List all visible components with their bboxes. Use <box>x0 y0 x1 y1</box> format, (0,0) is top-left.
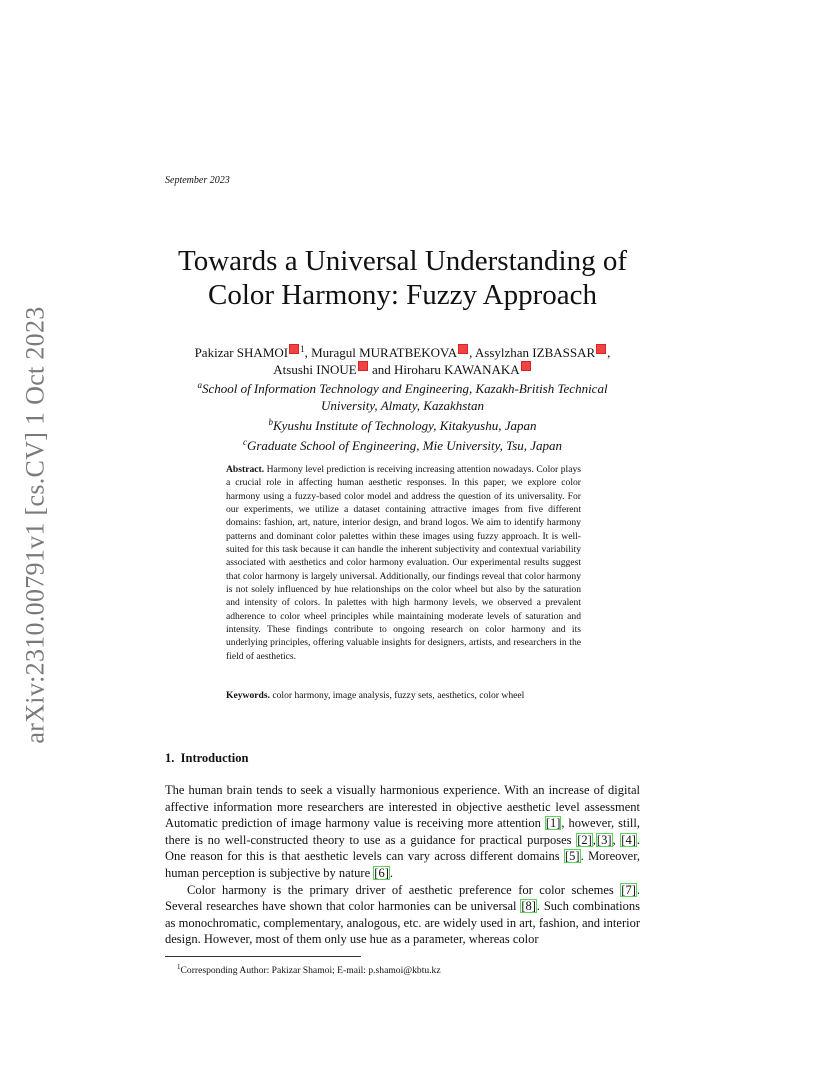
paragraph-text: . Moreover, human perception is subjective by nature <box>165 849 640 880</box>
affiliation-text: School of Information Technology and Engineering, Kazakh-British Technical <box>201 381 608 396</box>
affiliation-line <box>165 397 640 414</box>
arxiv-identifier-text: arXiv:2310.00791v1 [cs.CV] 1 Oct 2023 <box>21 306 50 744</box>
citation-link[interactable]: [7] <box>621 882 636 897</box>
author-name: Atsushi INOUE <box>273 362 357 377</box>
section-number: 1. <box>165 751 175 765</box>
affiliation-marker: a <box>197 380 202 390</box>
affiliation-list <box>165 377 640 454</box>
body-text <box>165 782 640 948</box>
orcid-icon[interactable] <box>596 344 606 354</box>
paragraph-text: , <box>592 832 596 847</box>
author-name: , Muragul MURATBEKOVA <box>304 345 458 360</box>
paragraph-text: , however, still, there is no well-constructed theory to use as a guidance for practical purposes <box>165 816 640 847</box>
footnote-divider <box>165 956 361 957</box>
footnote <box>177 961 441 977</box>
keywords <box>226 689 581 702</box>
section-title: Introduction <box>180 751 249 765</box>
paragraph-text: . <box>389 865 393 880</box>
keywords-text: color harmony, image analysis, fuzzy sets, aesthetics, color wheel <box>272 690 525 701</box>
affiliation-text: University, Almaty, Kazakhstan <box>321 398 484 413</box>
paragraph-text: . Several researches have shown that color harmonies can be universal <box>165 882 640 914</box>
orcid-icon[interactable] <box>458 344 468 354</box>
abstract <box>226 463 581 663</box>
paragraph <box>165 882 640 948</box>
citation-link[interactable]: [3] <box>596 832 612 847</box>
paragraph-text: Color harmony is the primary driver of aesthetic preference for color schemes <box>187 882 621 897</box>
footnote-marker: 1 <box>300 344 305 354</box>
paragraph <box>165 782 640 882</box>
citation-link[interactable]: [1] <box>545 816 561 831</box>
affiliation-marker: b <box>268 417 273 427</box>
arxiv-identifier-stamp <box>14 290 58 760</box>
publication-date: September 2023 <box>165 175 230 186</box>
paragraph-text: The human brain tends to seek a visually harmonious experience. With an increase of digital affective information more researchers are interested in objective aesthetic level assessment Automatic prediction of image harmony value is receiving more attention <box>165 783 640 831</box>
citation-link[interactable]: [2] <box>577 832 592 847</box>
affiliation-text: Kyushu Institute of Technology, Kitakyushu, Japan <box>273 418 537 433</box>
citation-link[interactable]: [5] <box>564 849 580 864</box>
citation-link[interactable]: [6] <box>374 865 389 880</box>
footnote-text: Corresponding Author: Pakizar Shamoi; E-mail: p.shamoi@kbtu.kz <box>180 965 441 976</box>
affiliation-marker: c <box>242 437 247 447</box>
affiliation-line <box>165 434 640 454</box>
abstract-label: Abstract. <box>226 464 265 475</box>
orcid-icon[interactable] <box>358 361 368 371</box>
orcid-icon[interactable] <box>521 361 531 371</box>
paragraph-text: . One reason for this is that aesthetic levels can vary across different domains <box>165 832 640 864</box>
paragraph-text: . Such combinations as monochromatic, complementary, analogous, etc. are widely used in art, fashion, and interior design. However, most of them only use hue as a parameter, whereas color <box>165 899 640 947</box>
author-name: and Hiroharu KAWANAKA <box>368 362 520 377</box>
author-separator: , <box>607 345 611 360</box>
abstract-text: Harmony level prediction is receiving increasing attention nowadays. Color plays a crucial role in affecting human aesthetic responses. In this paper, we explore color harmony using a fuzzy-based color model and address the question of its universality. For our experiments, we utilize a dataset containing attractive images from five different domains: fashion, art, nature, interior design, and brand logos. We aim to identify harmony patterns and dominant color palettes within these images using fuzzy approach. It is well-suited for this task because it can handle the inherent subjectivity and contextual variability associated with aesthetics and color harmony evaluation. Our experimental results suggest that color harmony is largely universal. Additionally, our findings reveal that color harmony is not solely influenced by hue relationships on the color wheel but also by the saturation and intensity of colors. In palettes with high harmony levels, we observed a prevalent adherence to color wheel principles while maintaining moderate levels of saturation and intensity. These findings contribute to ongoing research on color harmony and its underlying principles, offering valuable insights for designers, artists, and researchers in the field of aesthetics. <box>226 464 581 662</box>
citation-link[interactable]: [8] <box>521 899 536 914</box>
section-heading <box>165 751 248 766</box>
affiliation-text: Graduate School of Engineering, Mie University, Tsu, Japan <box>246 438 563 453</box>
affiliation-line <box>165 377 640 397</box>
author-name: Pakizar SHAMOI <box>194 345 289 360</box>
affiliation-line <box>165 414 640 434</box>
paragraph-text: , <box>612 832 621 847</box>
author-list <box>165 341 640 378</box>
keywords-label: Keywords. <box>226 690 270 701</box>
citation-link[interactable]: [4] <box>621 832 636 847</box>
footnote-marker: 1 <box>177 963 181 971</box>
author-name: , Assylzhan IZBASSAR <box>469 345 596 360</box>
orcid-icon[interactable] <box>289 344 299 354</box>
paper-title: Towards a Universal Understanding of Color Harmony: Fuzzy Approach <box>178 245 627 311</box>
